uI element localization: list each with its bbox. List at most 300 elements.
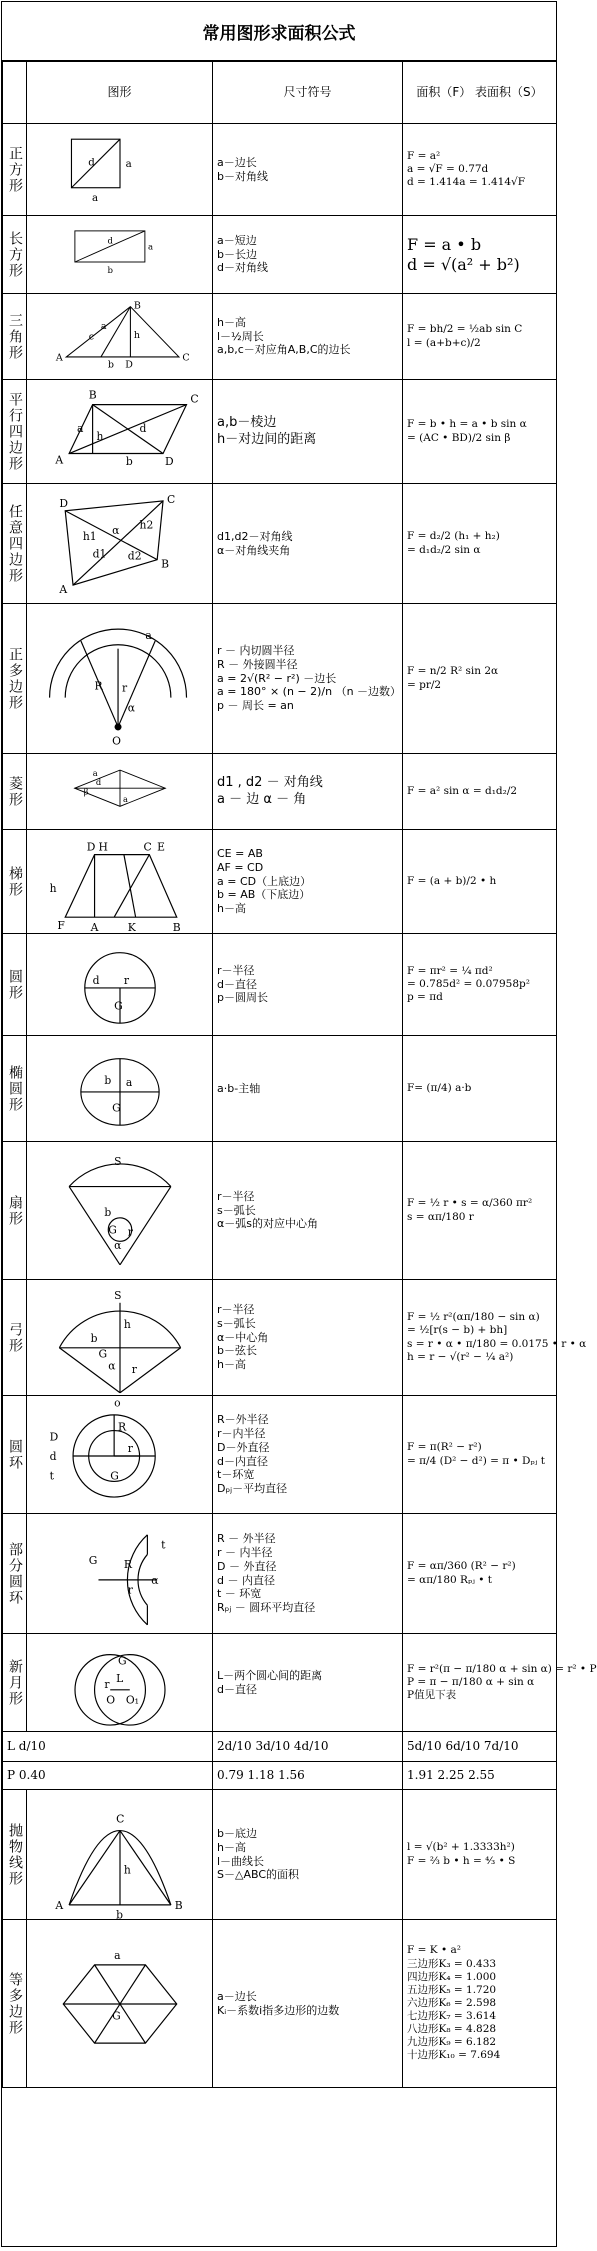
shape-name: 长方形 xyxy=(3,216,27,294)
shape-name: 正多边形 xyxy=(3,604,27,754)
figure-label: h xyxy=(49,881,57,895)
dimension-line: d－内直径 xyxy=(217,1454,268,1468)
formula-line: P = π − π/180 α + sin α xyxy=(407,1675,535,1688)
header-area: 面积（F） 表面积（S） xyxy=(403,62,557,124)
table-row xyxy=(3,124,557,216)
shape-figure-cell xyxy=(27,216,213,294)
table-header-row xyxy=(3,62,557,124)
dimension-line: d － 内直径 xyxy=(217,1573,275,1587)
figure-label: D xyxy=(86,840,95,854)
shape-figure-cell xyxy=(27,934,213,1036)
p-table-cell: 2d/10 3d/10 4d/10 xyxy=(213,1732,403,1762)
dimension-symbols xyxy=(213,1514,403,1634)
shape-name: 新月形 xyxy=(3,1634,27,1732)
figure-label: r xyxy=(127,1583,133,1597)
dimension-line: s－弧长 xyxy=(217,1203,256,1217)
figure-label: h xyxy=(123,1317,131,1331)
shape-name: 抛物线形 xyxy=(3,1790,27,1920)
dimension-line: d－对角线 xyxy=(217,261,268,275)
figure-label: a xyxy=(147,242,153,253)
formula-line: F = πr² = ¼ πd² xyxy=(407,964,493,977)
shape-figure-cell xyxy=(27,1280,213,1409)
side-ac xyxy=(69,1830,120,1904)
quadrilateral-outline xyxy=(65,500,163,584)
formula-line: F = d₂/2 (h₁ + h₂) xyxy=(407,530,500,543)
p-table-cell: 0.79 1.18 1.56 xyxy=(213,1762,403,1790)
formula-line: F = π(R² − r²) xyxy=(407,1441,482,1454)
shape-figure-cell xyxy=(27,294,213,380)
figure-label: d1 xyxy=(92,547,106,561)
figure-label: h xyxy=(123,1863,131,1877)
dimension-line: b－对角线 xyxy=(217,169,268,183)
formula-line: = (AC • BD)/2 sin β xyxy=(407,431,511,444)
dimension-line: l－½周长 xyxy=(217,329,264,343)
shape-name: 弓形 xyxy=(3,1280,27,1396)
figure-label: b xyxy=(103,1205,111,1219)
figure-label: O xyxy=(111,734,121,748)
figure-label: a xyxy=(100,320,107,332)
dimension-line: b－长边 xyxy=(217,247,257,261)
dimension-line: h－对边间的距离 xyxy=(217,431,317,447)
shape-name: 扇形 xyxy=(3,1142,27,1280)
dimension-line: h－高 xyxy=(217,1358,246,1372)
formula-line: F = ⅔ b • h = ⁴⁄₃ • S xyxy=(407,1854,516,1867)
dimension-symbols xyxy=(213,1142,403,1280)
dimension-symbols xyxy=(213,1036,403,1142)
dimension-symbols xyxy=(213,1920,403,2088)
figure-label: r xyxy=(123,973,129,987)
dimension-symbols xyxy=(213,294,403,380)
figure-label: α xyxy=(113,1238,121,1252)
shape-diagram xyxy=(30,128,210,212)
figure-label: G xyxy=(111,2009,121,2023)
area-formulas xyxy=(403,604,557,754)
dimension-line: r － 内半径 xyxy=(217,1546,273,1559)
shape-name: 圆环 xyxy=(3,1396,27,1514)
dimension-line: α－弧s的对应中心角 xyxy=(217,1217,318,1231)
dimension-line: p － 周长 = an xyxy=(217,699,294,713)
figure-label: d xyxy=(139,421,146,435)
dimension-line: Rₚⱼ － 圆环平均直径 xyxy=(217,1601,316,1614)
formula-line: F = b • h = a • b sin α xyxy=(407,418,527,431)
shape-figure-cell xyxy=(27,1790,213,1920)
figure-label: A xyxy=(54,1898,63,1912)
shape-diagram xyxy=(30,1638,210,1728)
figure-label: d xyxy=(107,235,113,246)
area-formulas xyxy=(403,830,557,934)
formula-line: = 0.785d² = 0.07958p² xyxy=(407,977,530,990)
figure-label: α xyxy=(107,1358,116,1372)
dimension-line: b－弦长 xyxy=(217,1344,257,1358)
figure-label: C xyxy=(166,492,175,506)
dimension-symbols xyxy=(213,1396,403,1514)
figure-label: B xyxy=(133,299,141,311)
area-formulas xyxy=(403,1396,557,1514)
figure-label: t xyxy=(160,1538,165,1552)
figure-label: d xyxy=(87,155,95,168)
dimension-line: a－边长 xyxy=(217,1989,257,2003)
dimension-line: a = 180° × (n − 2)/n （n －边数） xyxy=(217,685,402,699)
formula-line: F = a • b xyxy=(407,234,482,254)
formula-line: = d₁d₂/2 sin α xyxy=(407,543,481,556)
table-row xyxy=(3,1396,557,1514)
dimension-line: D － 外直径 xyxy=(217,1559,277,1573)
shape-diagram xyxy=(30,758,210,826)
table-row xyxy=(3,1920,557,2088)
dimension-line: R － 外接圆半径 xyxy=(217,657,298,671)
figure-label: b xyxy=(125,454,133,468)
figure-label: B xyxy=(88,388,97,402)
triangle-outline xyxy=(66,306,179,356)
shape-diagram xyxy=(30,608,210,750)
figure-label: c xyxy=(88,331,94,343)
figure-label: r xyxy=(121,681,127,695)
figure-label: b xyxy=(107,358,114,370)
dimension-line: α－对角线夹角 xyxy=(217,543,291,557)
figure-label: o xyxy=(113,1395,121,1409)
dimension-line: t－环宽 xyxy=(217,1468,255,1482)
formula-table xyxy=(2,61,597,2088)
shape-diagram xyxy=(30,220,210,290)
dimension-line: r－半径 xyxy=(217,1303,255,1317)
formula-line: = pr/2 xyxy=(407,678,442,691)
area-formulas xyxy=(403,1036,557,1142)
formula-line: F = bh/2 = ½ab sin C xyxy=(407,323,523,336)
shape-figure-cell xyxy=(27,754,213,830)
figure-label: S xyxy=(113,1288,122,1302)
diagonal-line xyxy=(74,230,144,261)
shape-name: 梯形 xyxy=(3,830,27,934)
table-row xyxy=(3,1732,557,1762)
area-formulas xyxy=(403,1790,557,1920)
table-row xyxy=(3,934,557,1036)
formula-line: F = a² sin α = d₁d₂/2 xyxy=(407,784,518,797)
shape-name: 正方形 xyxy=(3,124,27,216)
dimension-line: L－两个圆心间的距离 xyxy=(217,1668,323,1682)
figure-label: A xyxy=(90,920,98,934)
dimension-line: a = 2√(R² − r²) －边长 xyxy=(217,671,337,685)
figure-label: C xyxy=(115,1812,124,1826)
shape-figure-cell xyxy=(27,1514,213,1634)
dimension-line: b = AB（下底边） xyxy=(217,888,311,902)
formula-line: F = (a + b)/2 • h xyxy=(407,874,497,887)
dimension-line: Kᵢ－系数i指多边形的边数 xyxy=(217,2003,340,2017)
dimension-line: AF = CD xyxy=(217,860,264,874)
dimension-symbols xyxy=(213,484,403,604)
formula-line: 十边形K₁₀ = 7.694 xyxy=(407,2049,501,2062)
figure-label: r xyxy=(127,1224,133,1238)
formula-line: p = πd xyxy=(407,991,443,1004)
p-table-cell: 1.91 2.25 2.55 xyxy=(403,1762,557,1790)
table-row xyxy=(3,830,557,934)
formula-sheet xyxy=(1,1,597,2247)
dimension-line: a－边长 xyxy=(217,155,257,169)
figure-label: B xyxy=(174,1898,183,1912)
area-formulas xyxy=(403,484,557,604)
table-row xyxy=(3,1762,557,1790)
shape-figure-cell xyxy=(27,1036,213,1142)
figure-label: O xyxy=(105,1693,115,1707)
dimension-line: Dₚⱼ－平均直径 xyxy=(217,1482,288,1495)
figure-label: E xyxy=(156,840,165,854)
dimension-symbols xyxy=(213,216,403,294)
shape-figure-cell xyxy=(27,124,213,216)
area-formulas xyxy=(403,754,557,830)
shape-name: 等多边形 xyxy=(3,1920,27,2088)
formula-line: s = r • α • π/180 = 0.0175 • r • α xyxy=(407,1337,587,1350)
figure-label: G xyxy=(117,1653,127,1667)
dimension-line: b－底边 xyxy=(217,1827,257,1840)
shape-diagram xyxy=(30,1400,210,1510)
figure-label: K xyxy=(127,920,136,934)
formula-line: P值见下表 xyxy=(407,1689,457,1702)
shape-diagram xyxy=(30,384,210,480)
dimension-line: d1,d2－对角线 xyxy=(217,529,293,543)
dimension-line: l－曲线长 xyxy=(217,1854,265,1868)
p-table-cell: 5d/10 6d/10 7d/10 xyxy=(403,1732,557,1762)
shape-figure-cell xyxy=(27,484,213,604)
figure-label: d2 xyxy=(127,549,142,563)
dimension-line: r － 内切圆半径 xyxy=(217,644,295,658)
dimension-symbols xyxy=(213,604,403,754)
dimension-line: a,b－棱边 xyxy=(217,415,277,431)
formula-line: F = a² xyxy=(407,149,441,162)
shape-diagram xyxy=(30,1518,210,1630)
figure-label: R xyxy=(117,1420,126,1434)
figure-label: O₁ xyxy=(125,1693,139,1707)
figure-label: H xyxy=(97,840,108,854)
dimension-symbols xyxy=(213,1280,403,1396)
formula-line: = απ/180 Rₚⱼ • t xyxy=(407,1573,493,1586)
formula-line: 七边形K₇ = 3.614 xyxy=(407,2010,497,2023)
area-formulas xyxy=(403,124,557,216)
table-row xyxy=(3,216,557,294)
area-formulas xyxy=(403,1634,597,1732)
dimension-line: a － 边 α － 角 xyxy=(217,791,307,807)
area-formulas xyxy=(403,294,557,380)
figure-label: b xyxy=(107,265,113,276)
diag-line-2 xyxy=(123,854,135,917)
shape-diagram xyxy=(30,488,210,600)
dimension-line: r－内半径 xyxy=(217,1427,266,1440)
shape-diagram xyxy=(30,938,210,1032)
figure-label: t xyxy=(49,1468,54,1482)
figure-label: β xyxy=(83,785,89,796)
dimension-symbols xyxy=(213,380,403,484)
figure-label: h xyxy=(96,429,103,443)
dimension-line: d－直径 xyxy=(217,1682,257,1696)
table-row xyxy=(3,1514,557,1634)
figure-label: G xyxy=(111,1101,121,1114)
dimension-line: a,b,c－对应角A,B,C的边长 xyxy=(217,343,351,357)
table-row xyxy=(3,1036,557,1142)
formula-line: h = r − √(r² − ¼ a²) xyxy=(407,1350,514,1363)
shape-diagram xyxy=(30,834,210,934)
shape-name: 菱形 xyxy=(3,754,27,830)
figure-label: a xyxy=(122,793,128,804)
dimension-symbols xyxy=(213,1634,403,1732)
figure-label: D xyxy=(124,358,133,370)
dimension-line: S－△ABC的面积 xyxy=(217,1868,300,1882)
shape-diagram xyxy=(30,1284,210,1409)
header-shape: 图形 xyxy=(27,62,213,124)
area-formulas xyxy=(403,934,557,1036)
figure-label: d xyxy=(95,776,101,787)
shape-name: 部分圆环 xyxy=(3,1514,27,1634)
shape-diagram xyxy=(30,1924,210,2084)
dimension-line: h－高 xyxy=(217,315,246,329)
formula-line: s = απ/180 r xyxy=(407,1210,474,1223)
shape-figure-cell xyxy=(27,604,213,754)
shape-name: 椭圆形 xyxy=(3,1036,27,1142)
figure-label: d xyxy=(92,973,99,987)
dimension-line: h－高 xyxy=(217,1840,246,1854)
formula-line: F = ½ r²(απ/180 − sin α) xyxy=(407,1311,540,1324)
shape-figure-cell xyxy=(27,1142,213,1280)
figure-label: a xyxy=(113,1948,121,1962)
table-row xyxy=(3,1142,557,1280)
table-row xyxy=(3,754,557,830)
figure-label: a xyxy=(125,1075,132,1089)
figure-label: α xyxy=(127,700,135,714)
figure-label: a xyxy=(125,157,132,170)
dimension-symbols xyxy=(213,754,403,830)
formula-line: 四边形K₄ = 1.000 xyxy=(407,1970,497,1983)
shape-diagram xyxy=(30,1040,210,1138)
shape-name: 平行四边形 xyxy=(3,380,27,484)
figure-label: G xyxy=(107,1223,117,1236)
figure-label: D xyxy=(49,1429,58,1443)
figure-label: B xyxy=(160,556,169,570)
shape-diagram xyxy=(30,298,210,376)
area-formulas xyxy=(403,216,557,294)
area-formulas xyxy=(403,1514,557,1634)
formula-line: 六边形K₆ = 2.598 xyxy=(407,1996,497,2009)
figure-label: a xyxy=(92,767,98,778)
dimension-line: R － 外半径 xyxy=(217,1532,276,1546)
formula-line: l = (a+b+c)/2 xyxy=(407,336,481,349)
figure-label: a xyxy=(144,628,152,642)
formula-line: 八边形K₈ = 4.828 xyxy=(407,2023,497,2036)
table-row xyxy=(3,1790,557,1920)
shape-figure-cell xyxy=(27,830,213,934)
dimension-line: α－中心角 xyxy=(217,1330,269,1344)
figure-label: G xyxy=(97,1347,107,1361)
page-title: 常用图形求面积公式 xyxy=(2,2,556,61)
dimension-line: CE = AB xyxy=(217,847,263,861)
figure-label: b xyxy=(103,1073,111,1087)
figure-label: G xyxy=(113,998,123,1012)
figure-label: α xyxy=(111,523,119,537)
formula-line: 三边形K₃ = 0.433 xyxy=(407,1957,497,1970)
figure-label: C xyxy=(142,840,152,854)
shape-figure-cell xyxy=(27,1396,213,1514)
formula-line: a = √F = 0.77d xyxy=(407,162,489,175)
area-formulas xyxy=(403,1142,557,1280)
area-formulas xyxy=(403,1280,587,1396)
dimension-line: s－弧长 xyxy=(217,1316,256,1330)
dimension-line: h－高 xyxy=(217,902,246,916)
formula-line: F = K • a² xyxy=(407,1944,461,1957)
formula-line: F= (π/4) a·b xyxy=(407,1081,472,1094)
table-row xyxy=(3,1634,557,1732)
figure-label: a xyxy=(76,421,83,435)
dimension-line: p－圆周长 xyxy=(217,991,268,1005)
formula-line: 五边形K₅ = 1.720 xyxy=(407,1983,497,1996)
figure-label: A xyxy=(58,582,67,596)
p-table-cell: P 0.40 xyxy=(3,1762,213,1790)
shape-figure-cell xyxy=(27,1634,213,1732)
dimension-line: d1 , d2 － 对角线 xyxy=(217,775,323,791)
figure-label: d xyxy=(49,1449,56,1463)
formula-line: = ½[r(s − b) + bh] xyxy=(407,1324,508,1337)
figure-label: b xyxy=(115,1908,123,1922)
figure-label: h xyxy=(133,329,140,341)
dimension-line: r－半径 xyxy=(217,1189,255,1203)
figure-label: r xyxy=(131,1362,137,1376)
figure-label: D xyxy=(58,496,68,510)
dimension-line: a·b-主轴 xyxy=(217,1081,261,1095)
table-row xyxy=(3,484,557,604)
figure-label: A xyxy=(55,351,63,363)
formula-line: F = απ/360 (R² − r²) xyxy=(407,1560,516,1573)
center-point xyxy=(115,724,121,730)
figure-label: C xyxy=(189,392,199,406)
trapezoid-outline xyxy=(65,854,177,917)
dimension-line: a－短边 xyxy=(217,233,257,247)
figure-label: b xyxy=(90,1331,98,1345)
dimension-line: t － 环宽 xyxy=(217,1587,262,1601)
figure-label: R xyxy=(94,679,103,693)
shape-figure-cell xyxy=(27,380,213,484)
shape-diagram xyxy=(30,1794,210,1922)
figure-label: r xyxy=(103,1677,109,1691)
figure-label: D xyxy=(164,454,174,468)
shape-name: 任意四边形 xyxy=(3,484,27,604)
figure-label: α xyxy=(150,1573,159,1587)
dimension-symbols xyxy=(213,1790,403,1920)
dimension-line: R－外半径 xyxy=(217,1413,269,1427)
formula-line: l = √(b² + 1.3333h²) xyxy=(407,1841,515,1854)
diagonal-line xyxy=(71,139,120,188)
dimension-line: d－直径 xyxy=(217,977,257,991)
figure-label: a xyxy=(91,191,98,204)
figure-label: C xyxy=(181,351,190,363)
figure-label: A xyxy=(54,452,63,466)
formula-line: 九边形K₉ = 6.182 xyxy=(407,2036,497,2049)
formula-line: F = n/2 R² sin 2α xyxy=(407,665,499,678)
dimension-symbols xyxy=(213,830,403,934)
formula-line: = π/4 (D² − d²) = π • Dₚⱼ t xyxy=(407,1454,546,1467)
figure-label: S xyxy=(113,1154,122,1168)
formula-line: F = ½ r • s = α/360 πr² xyxy=(407,1197,533,1210)
dimension-line: a = CD（上底边） xyxy=(217,874,312,888)
dimension-line: D－外直径 xyxy=(217,1440,270,1454)
diag-line xyxy=(114,854,149,917)
p-table-cell: L d/10 xyxy=(3,1732,213,1762)
figure-label: G xyxy=(109,1468,119,1482)
figure-label: B xyxy=(172,920,181,934)
table-row xyxy=(3,380,557,484)
dimension-symbols xyxy=(213,124,403,216)
shape-diagram xyxy=(30,1146,210,1276)
area-formulas xyxy=(403,380,557,484)
figure-label: F xyxy=(56,918,65,932)
figure-label: h2 xyxy=(139,517,153,531)
figure-label: r xyxy=(127,1441,133,1455)
table-row xyxy=(3,294,557,380)
shape-name: 圆形 xyxy=(3,934,27,1036)
